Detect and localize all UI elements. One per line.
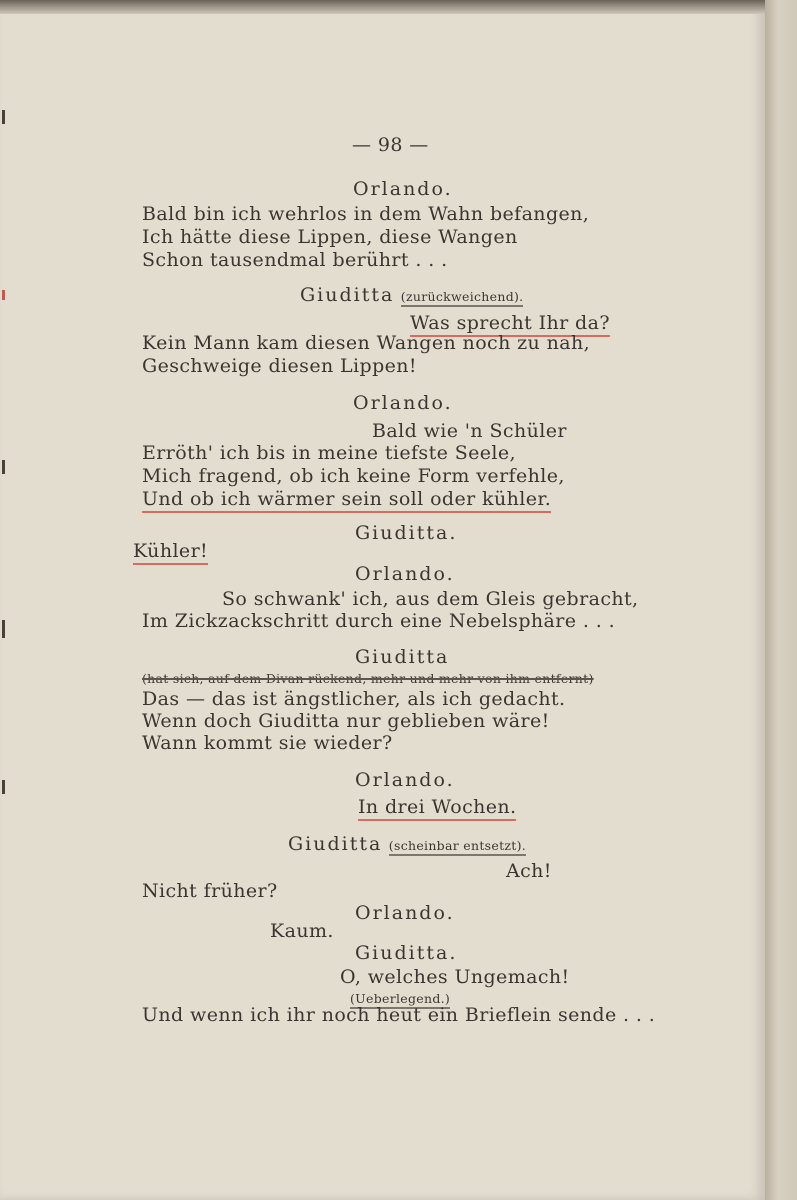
speaker-name: Giuditta. — [355, 522, 458, 544]
margin-mark — [2, 620, 5, 638]
verse-line: Ach! — [506, 860, 552, 882]
verse-line: Und wenn ich ihr noch heut ein Brieflein sende . . . — [142, 1004, 656, 1026]
verse-text: Und ob ich wärmer sein soll oder kühler. — [142, 488, 551, 513]
verse-line — [410, 312, 610, 334]
verse-line — [358, 796, 516, 818]
verse-line: Bald wie 'n Schüler — [372, 420, 567, 442]
stage-direction-text: (hat sich, auf dem Divan rückend, mehr und mehr von ihm entfernt) — [142, 671, 594, 686]
stage-direction: (zurückweichend). — [401, 289, 524, 307]
speaker-name: Orlando. — [355, 902, 455, 924]
speaker-name: Giuditta — [300, 284, 395, 306]
verse-text: Was sprecht Ihr da? — [410, 312, 610, 337]
verse-text: In drei Wochen. — [358, 796, 516, 821]
speaker-name: Orlando. — [353, 392, 453, 414]
verse-line: Kein Mann kam diesen Wangen noch zu nah, — [142, 332, 591, 354]
stage-direction — [142, 668, 594, 690]
verse-line: Wenn doch Giuditta nur geblieben wäre! — [142, 710, 550, 732]
stage-direction-text: (Ueberlegend.) — [350, 991, 450, 1009]
margin-mark — [2, 780, 5, 794]
page-edge — [765, 0, 797, 1200]
speaker-name: Giuditta. — [355, 942, 458, 964]
verse-line: Kaum. — [270, 920, 334, 942]
speaker-line — [300, 284, 523, 308]
verse-line: Erröth' ich bis in meine tiefste Seele, — [142, 442, 516, 464]
stage-direction: (scheinbar entsetzt). — [389, 838, 526, 856]
speaker-name: Orlando. — [355, 769, 455, 791]
verse-line: Im Zickzackschritt durch eine Nebelsphäre . . . — [142, 610, 616, 632]
verse-line — [133, 540, 208, 562]
margin-mark — [2, 460, 5, 474]
verse-line — [142, 488, 551, 510]
speaker-name: Giuditta — [355, 646, 450, 668]
verse-text: Kühler! — [133, 540, 208, 565]
verse-line: Ich hätte diese Lippen, diese Wangen — [142, 226, 518, 248]
page-number: — 98 — — [352, 134, 429, 156]
verse-line: So schwank' ich, aus dem Gleis gebracht, — [222, 588, 639, 610]
verse-line: Nicht früher? — [142, 880, 278, 902]
verse-line: Wann kommt sie wieder? — [142, 732, 393, 754]
verse-line: Schon tausendmal berührt . . . — [142, 249, 448, 271]
speaker-name: Giuditta — [288, 833, 383, 855]
margin-mark — [2, 290, 5, 300]
verse-line: Mich fragend, ob ich keine Form verfehle, — [142, 465, 565, 487]
verse-line: Geschweige diesen Lippen! — [142, 355, 417, 377]
verse-line: O, welches Ungemach! — [340, 966, 570, 988]
margin-mark — [2, 110, 5, 124]
verse-line: Das — das ist ängstlicher, als ich gedacht. — [142, 688, 566, 710]
speaker-name: Orlando. — [355, 563, 455, 585]
speaker-line — [288, 833, 526, 857]
verse-line: Bald bin ich wehrlos in dem Wahn befangen, — [142, 203, 590, 225]
previous-page-strip — [0, 0, 765, 14]
speaker-name: Orlando. — [353, 178, 453, 200]
